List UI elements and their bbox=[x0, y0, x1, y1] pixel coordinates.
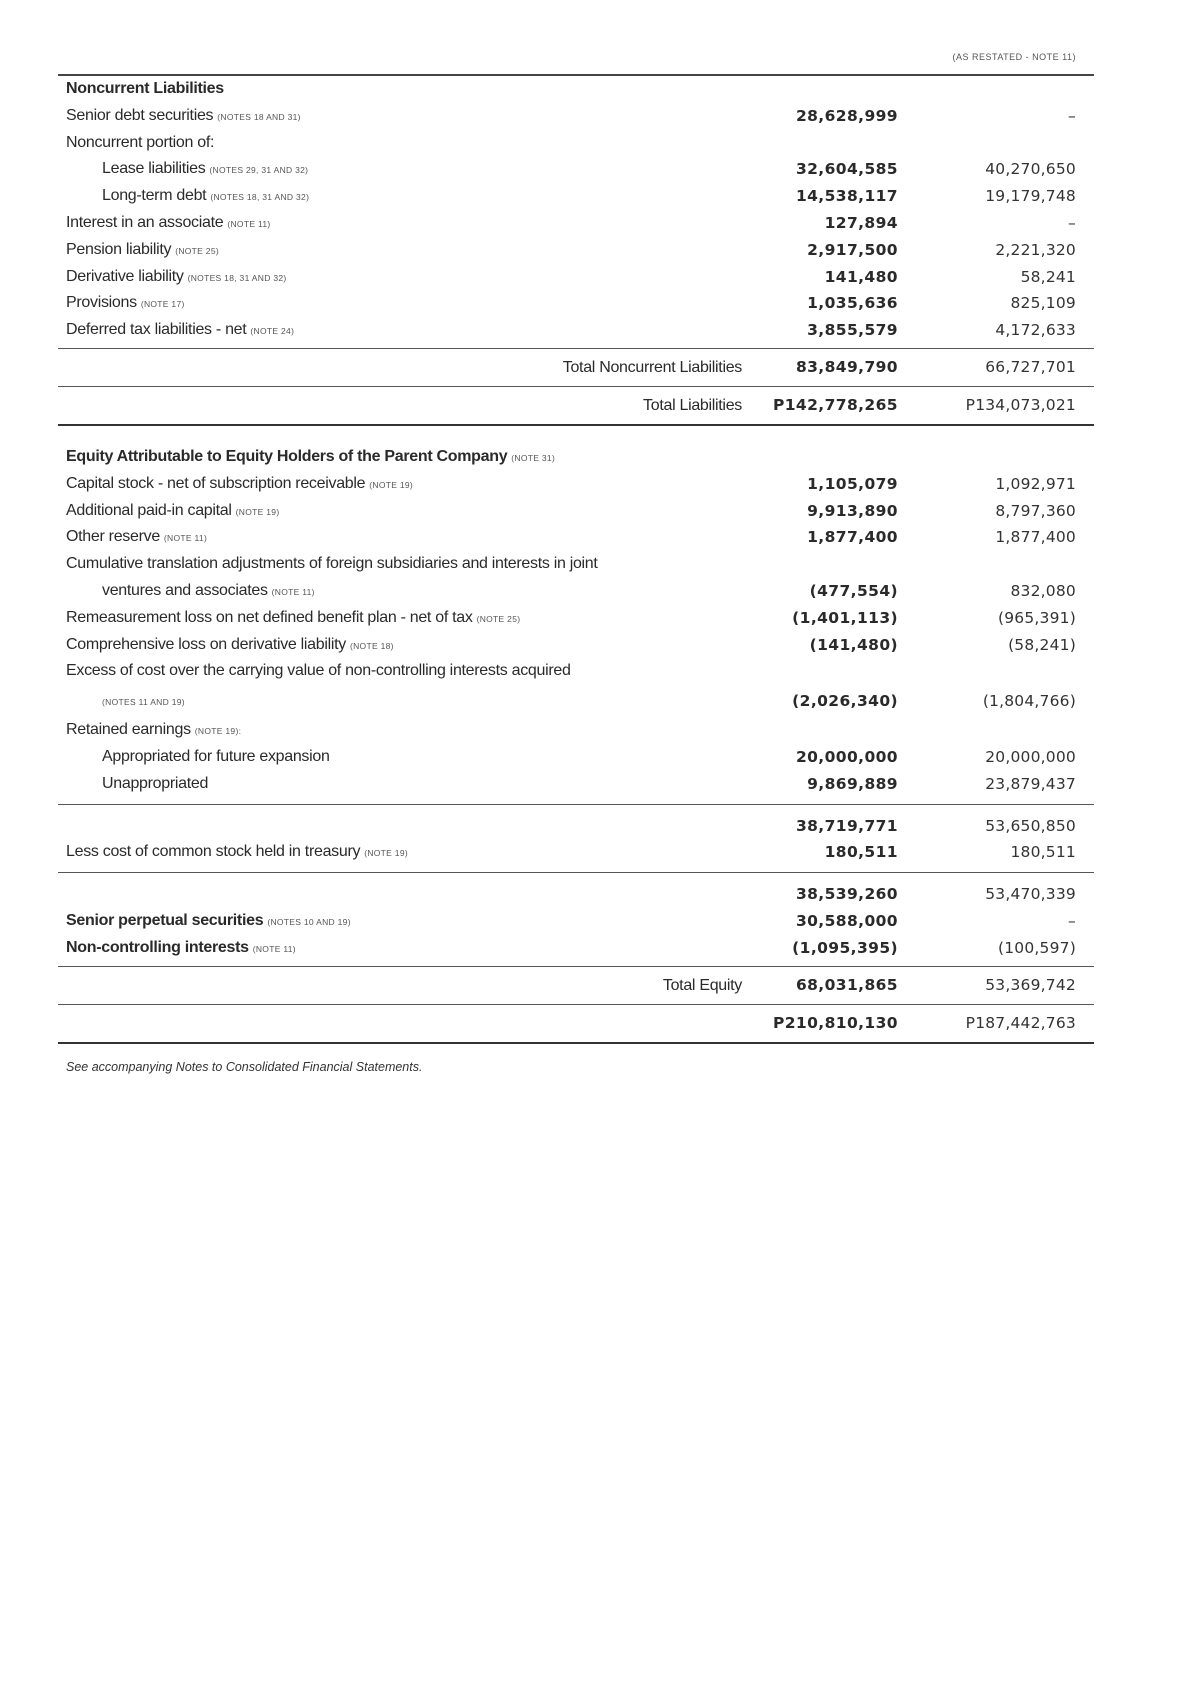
row-label: Long-term debt bbox=[102, 187, 207, 205]
value-prior: – bbox=[1068, 106, 1076, 125]
row-label: Interest in an associate bbox=[66, 213, 224, 231]
row-note: (NOTES 10 AND 19) bbox=[267, 916, 351, 927]
subtotal-row bbox=[58, 813, 1094, 840]
value-prior: 8,797,360 bbox=[995, 501, 1076, 520]
total-prior: P134,073,021 bbox=[965, 395, 1076, 414]
section-title: Noncurrent Liabilities bbox=[66, 80, 224, 97]
table-row bbox=[58, 130, 1094, 157]
balance-sheet bbox=[58, 44, 1094, 1074]
nci-row bbox=[58, 935, 1094, 962]
table-row bbox=[58, 551, 1094, 578]
row-note: (NOTE 18) bbox=[349, 640, 394, 651]
value-current: 1,877,400 bbox=[807, 528, 898, 547]
table-row bbox=[58, 471, 1094, 498]
value-prior: 53,470,339 bbox=[985, 885, 1076, 904]
row-note: (NOTE 19) bbox=[364, 848, 408, 859]
perpetual-row bbox=[58, 908, 1094, 935]
value-current: 2,917,500 bbox=[807, 240, 898, 259]
row-label: Senior perpetual securities bbox=[66, 911, 264, 929]
value-prior: 53,650,850 bbox=[985, 816, 1076, 835]
equity-title-row bbox=[58, 444, 1094, 471]
total-label: Total Liabilities bbox=[643, 396, 742, 414]
value-current: (2,026,340) bbox=[792, 692, 898, 711]
table-row bbox=[58, 210, 1094, 237]
row-note: (NOTE 11) bbox=[252, 943, 296, 954]
row-label: Less cost of common stock held in treasury bbox=[66, 843, 361, 861]
value-current: 1,035,636 bbox=[807, 294, 898, 313]
value-prior: 1,877,400 bbox=[995, 528, 1076, 547]
row-label: Senior debt securities bbox=[66, 106, 214, 124]
value-prior: 58,241 bbox=[1020, 267, 1076, 286]
value-current: 9,913,890 bbox=[807, 501, 898, 520]
value-current: 127,894 bbox=[824, 213, 898, 232]
value-current: 180,511 bbox=[824, 843, 898, 862]
total-current: P142,778,265 bbox=[772, 395, 898, 414]
row-note: (NOTE 31) bbox=[511, 452, 556, 463]
value-prior: (100,597) bbox=[998, 938, 1076, 957]
total-prior: 66,727,701 bbox=[985, 357, 1076, 376]
row-note: (NOTES 18, 31 AND 32) bbox=[187, 272, 287, 283]
total-current: 83,849,790 bbox=[795, 357, 898, 376]
treasury-row bbox=[58, 839, 1094, 866]
value-prior: 23,879,437 bbox=[985, 774, 1076, 793]
total-current: 68,031,865 bbox=[795, 975, 898, 994]
row-label: Capital stock - net of subscription receivable bbox=[66, 474, 366, 492]
row-note: (NOTES 18, 31 AND 32) bbox=[210, 192, 310, 203]
total-equity-row bbox=[58, 967, 1094, 1004]
value-current: (1,401,113) bbox=[792, 608, 898, 627]
row-label: Unappropriated bbox=[102, 774, 209, 792]
total-liabilities-row bbox=[58, 387, 1094, 424]
value-current: (477,554) bbox=[809, 581, 898, 600]
row-note: (NOTE 11) bbox=[163, 533, 208, 544]
row-label: ventures and associates bbox=[102, 581, 268, 599]
total-prior: P187,442,763 bbox=[965, 1013, 1076, 1032]
value-prior: 4,172,633 bbox=[995, 321, 1076, 340]
total-noncurrent-row bbox=[58, 349, 1094, 386]
row-note: (NOTE 25) bbox=[175, 245, 219, 256]
restated-label: (AS RESTATED - NOTE 11) bbox=[952, 52, 1076, 62]
row-note: (NOTE 19) bbox=[235, 506, 280, 517]
total-label: Total Equity bbox=[662, 976, 742, 994]
row-label: Appropriated for future expansion bbox=[102, 747, 330, 765]
row-note: (NOTE 19) bbox=[369, 479, 414, 490]
table-row bbox=[58, 744, 1094, 771]
total-label: Total Noncurrent Liabilities bbox=[562, 358, 742, 376]
section-title: Equity Attributable to Equity Holders of the Parent Company bbox=[66, 447, 508, 465]
value-current: 38,719,771 bbox=[795, 816, 898, 835]
table-row bbox=[58, 103, 1094, 130]
row-label: Retained earnings bbox=[66, 721, 191, 739]
value-current: (1,095,395) bbox=[792, 938, 898, 957]
row-note: (NOTES 11 AND 19) bbox=[102, 697, 185, 708]
value-current: 20,000,000 bbox=[795, 747, 898, 766]
value-prior: (965,391) bbox=[998, 608, 1076, 627]
value-current: 9,869,889 bbox=[807, 774, 898, 793]
value-prior: 1,092,971 bbox=[995, 474, 1076, 493]
total-prior: 53,369,742 bbox=[985, 975, 1076, 994]
table-row bbox=[58, 578, 1094, 605]
table-row bbox=[58, 605, 1094, 632]
row-note: (NOTE 17) bbox=[140, 299, 185, 310]
value-prior: – bbox=[1068, 213, 1076, 232]
table-row bbox=[58, 717, 1094, 744]
value-current: 14,538,117 bbox=[795, 187, 898, 206]
row-label: Remeasurement loss on net defined benefit plan - net of tax bbox=[66, 608, 473, 626]
table-row bbox=[58, 771, 1094, 798]
grand-total-row bbox=[58, 1005, 1094, 1042]
value-prior: 832,080 bbox=[1010, 581, 1076, 600]
row-label: Lease liabilities bbox=[102, 160, 206, 178]
value-current: 38,539,260 bbox=[795, 885, 898, 904]
row-label: Pension liability bbox=[66, 240, 172, 258]
table-row bbox=[58, 156, 1094, 183]
value-prior: 40,270,650 bbox=[985, 160, 1076, 179]
total-current: P210,810,130 bbox=[772, 1013, 898, 1032]
table-row bbox=[58, 237, 1094, 264]
value-prior: – bbox=[1068, 911, 1076, 930]
table-row bbox=[58, 264, 1094, 291]
value-prior: (1,804,766) bbox=[982, 692, 1076, 711]
value-prior: 20,000,000 bbox=[985, 747, 1076, 766]
row-note: (NOTE 19): bbox=[194, 726, 242, 737]
value-prior: (58,241) bbox=[1008, 635, 1076, 654]
value-current: 30,588,000 bbox=[795, 911, 898, 930]
row-label: Derivative liability bbox=[66, 267, 184, 285]
table-row bbox=[58, 317, 1094, 344]
row-label: Non-controlling interests bbox=[66, 938, 249, 956]
value-prior: 19,179,748 bbox=[985, 187, 1076, 206]
value-current: 1,105,079 bbox=[807, 474, 898, 493]
value-current: 3,855,579 bbox=[807, 321, 898, 340]
row-note: (NOTE 11) bbox=[271, 586, 315, 597]
row-label: Other reserve bbox=[66, 528, 160, 546]
row-note: (NOTES 18 AND 31) bbox=[217, 111, 301, 122]
row-label: Additional paid-in capital bbox=[66, 501, 232, 519]
row-label: Comprehensive loss on derivative liability bbox=[66, 635, 346, 653]
table-row bbox=[58, 658, 1094, 685]
table-row bbox=[58, 498, 1094, 525]
table-row bbox=[58, 290, 1094, 317]
footnote: See accompanying Notes to Consolidated Financial Statements. bbox=[66, 1059, 423, 1074]
noncurrent-title-row bbox=[58, 76, 1094, 103]
table-row bbox=[58, 524, 1094, 551]
column-header bbox=[58, 44, 1094, 76]
row-label: Excess of cost over the carrying value of non-controlling interests acquired bbox=[66, 662, 571, 680]
subtotal-row bbox=[58, 881, 1094, 908]
row-label: Cumulative translation adjustments of foreign subsidiaries and interests in joint bbox=[66, 555, 598, 573]
value-current: 141,480 bbox=[824, 267, 898, 286]
value-current: (141,480) bbox=[809, 635, 898, 654]
value-prior: 825,109 bbox=[1010, 294, 1076, 313]
value-current: 28,628,999 bbox=[795, 106, 898, 125]
row-note: (NOTE 11) bbox=[227, 218, 271, 229]
table-row bbox=[58, 632, 1094, 659]
row-label: Deferred tax liabilities - net bbox=[66, 321, 247, 339]
value-prior: 180,511 bbox=[1010, 843, 1076, 862]
value-prior: 2,221,320 bbox=[995, 240, 1076, 259]
table-row bbox=[58, 685, 1094, 717]
value-current: 32,604,585 bbox=[795, 160, 898, 179]
row-note: (NOTE 24) bbox=[250, 326, 295, 337]
row-note: (NOTE 25) bbox=[476, 613, 521, 624]
row-label: Noncurrent portion of: bbox=[66, 133, 215, 151]
row-label: Provisions bbox=[66, 294, 137, 312]
row-note: (NOTES 29, 31 AND 32) bbox=[209, 165, 309, 176]
table-row bbox=[58, 183, 1094, 210]
